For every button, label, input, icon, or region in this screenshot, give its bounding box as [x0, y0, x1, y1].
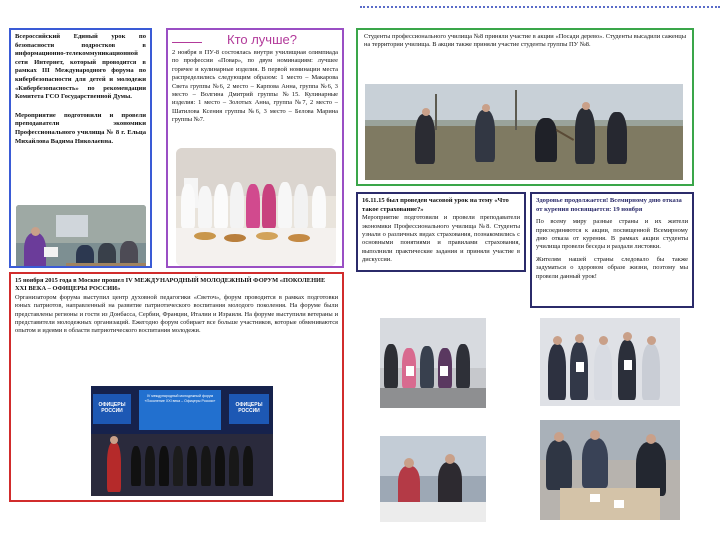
panel-youth-forum: [9, 272, 344, 502]
insurance-students-photo: [380, 318, 486, 408]
forum-text: Организатором форума выступил центр духовной педагогики «Светоч», форум проводится в рамках подготовки юных патриотов, направленный на развитие патриотического воспитания молодого поколения. На форуме были представлены регионы и гости из Донбасса, Сербии, Франции, Италии и Израиля. На форуме выступили ветераны и представители молодежных организаций. Ежегодно форум собирает все больше участников, которые обмениваются опытом и идеями в области патриотического воспитания молодежи.: [15, 293, 338, 335]
tree-planting-photo: [365, 84, 683, 180]
olympiad-group-photo: [176, 148, 336, 266]
classroom-photo: [16, 205, 146, 268]
insurance-text: Мероприятие подготовили и провели преподаватели экономики Профессионального училища №8. Студенты узнали о различных видах страхования, познакомились с основными понятиями и правилами страхования, выполнили практические задания и приняли участие в дискуссии.: [362, 214, 520, 264]
tree-planting-text: Студенты профессионального училища №8 приняли участие в акции «Посади дерево». Студенты высадили саженцы на территории училища. В акции также приняли участие студенты группы ПУ №8.: [364, 33, 686, 49]
insurance-computer-photo: [380, 436, 486, 522]
cybersecurity-paragraph: Всероссийский Единый урок по безопасности подростков в информационно-телекоммуникационной сети Интернет, который проводится в рамках III Международного форума по кибербезопасности для детей и молодежи «Кибербезопасность» по рекомендации Комитета ГСО Государственной Думы.: [15, 33, 146, 101]
no-smoking-text-1: По всему миру разные страны и их жители присоединяются к акции, посвященной Всемирному дню отказа от курения. В рамках акции студенты училища провели беседы и раздали листовки.: [536, 218, 688, 251]
panel-cybersecurity-lesson: [9, 28, 152, 268]
organizers-paragraph: Мероприятие подготовили и провели преподаватели экономики Профессионального училища № 8 г. Ельца Михайлова Вадима Николаевна.: [15, 111, 146, 145]
forum-screen-right-text: ОФИЦЕРЫ РОССИИ: [235, 402, 263, 414]
forum-heading: 15 ноября 2015 года в Москве прошел IV МЕЖДУНАРОДНЫЙ МОЛОДЕЖНЫЙ ФОРУМ «ПОКОЛЕНИЕ XXI ВЕКА – ОФИЦЕРЫ РОССИИ»: [15, 277, 326, 293]
forum-banner-text: IV международный молодежный форум «Поколение XXI века – Офицеры России»: [144, 394, 216, 403]
no-smoking-table-photo: [540, 420, 680, 520]
olympiad-results-text: 2 ноября в ПУ-8 состоялась внутри училищная олимпиада по профессии «Повар», по двум номинациям: лучшее горячее и кулинарные изделия. В первой номинации места распределились следующим образом: 1 место – Макарова Света группы №6, 2 место – Карпова Анна, группа №6, 3 место – Волгина Дмитрий группы №15. Кулинарные изделия: 1 место – Золотых Анна, группа №7, 2 место – Шатилова Ксения группы №6, 3 место – Белова Марина группы №7.: [172, 49, 338, 124]
olympiad-title: Кто лучше?: [227, 32, 297, 47]
top-dotted-rule: [360, 0, 720, 8]
no-smoking-text-2: Жителям нашей страны следовало бы также задуматься о здоровом образе жизни, поэтому мы провели данный урок!: [536, 255, 688, 280]
insurance-heading: 16.11.15 был проведен часовой урок на тему «Что такое страхование?»: [362, 197, 509, 213]
forum-screen-left-text: ОФИЦЕРЫ РОССИИ: [98, 402, 126, 414]
panel-no-smoking-day: [530, 192, 694, 308]
panel-tree-planting: [356, 28, 694, 186]
no-smoking-heading: Здоровье продолжается! Всемирному дню отказа от курения посвящается: 19 ноября: [536, 197, 682, 213]
panel-cooking-olympiad: [166, 28, 344, 268]
no-smoking-group-photo: [540, 318, 680, 406]
panel-insurance-lesson: [356, 192, 526, 272]
forum-hall-photo: [91, 386, 273, 496]
